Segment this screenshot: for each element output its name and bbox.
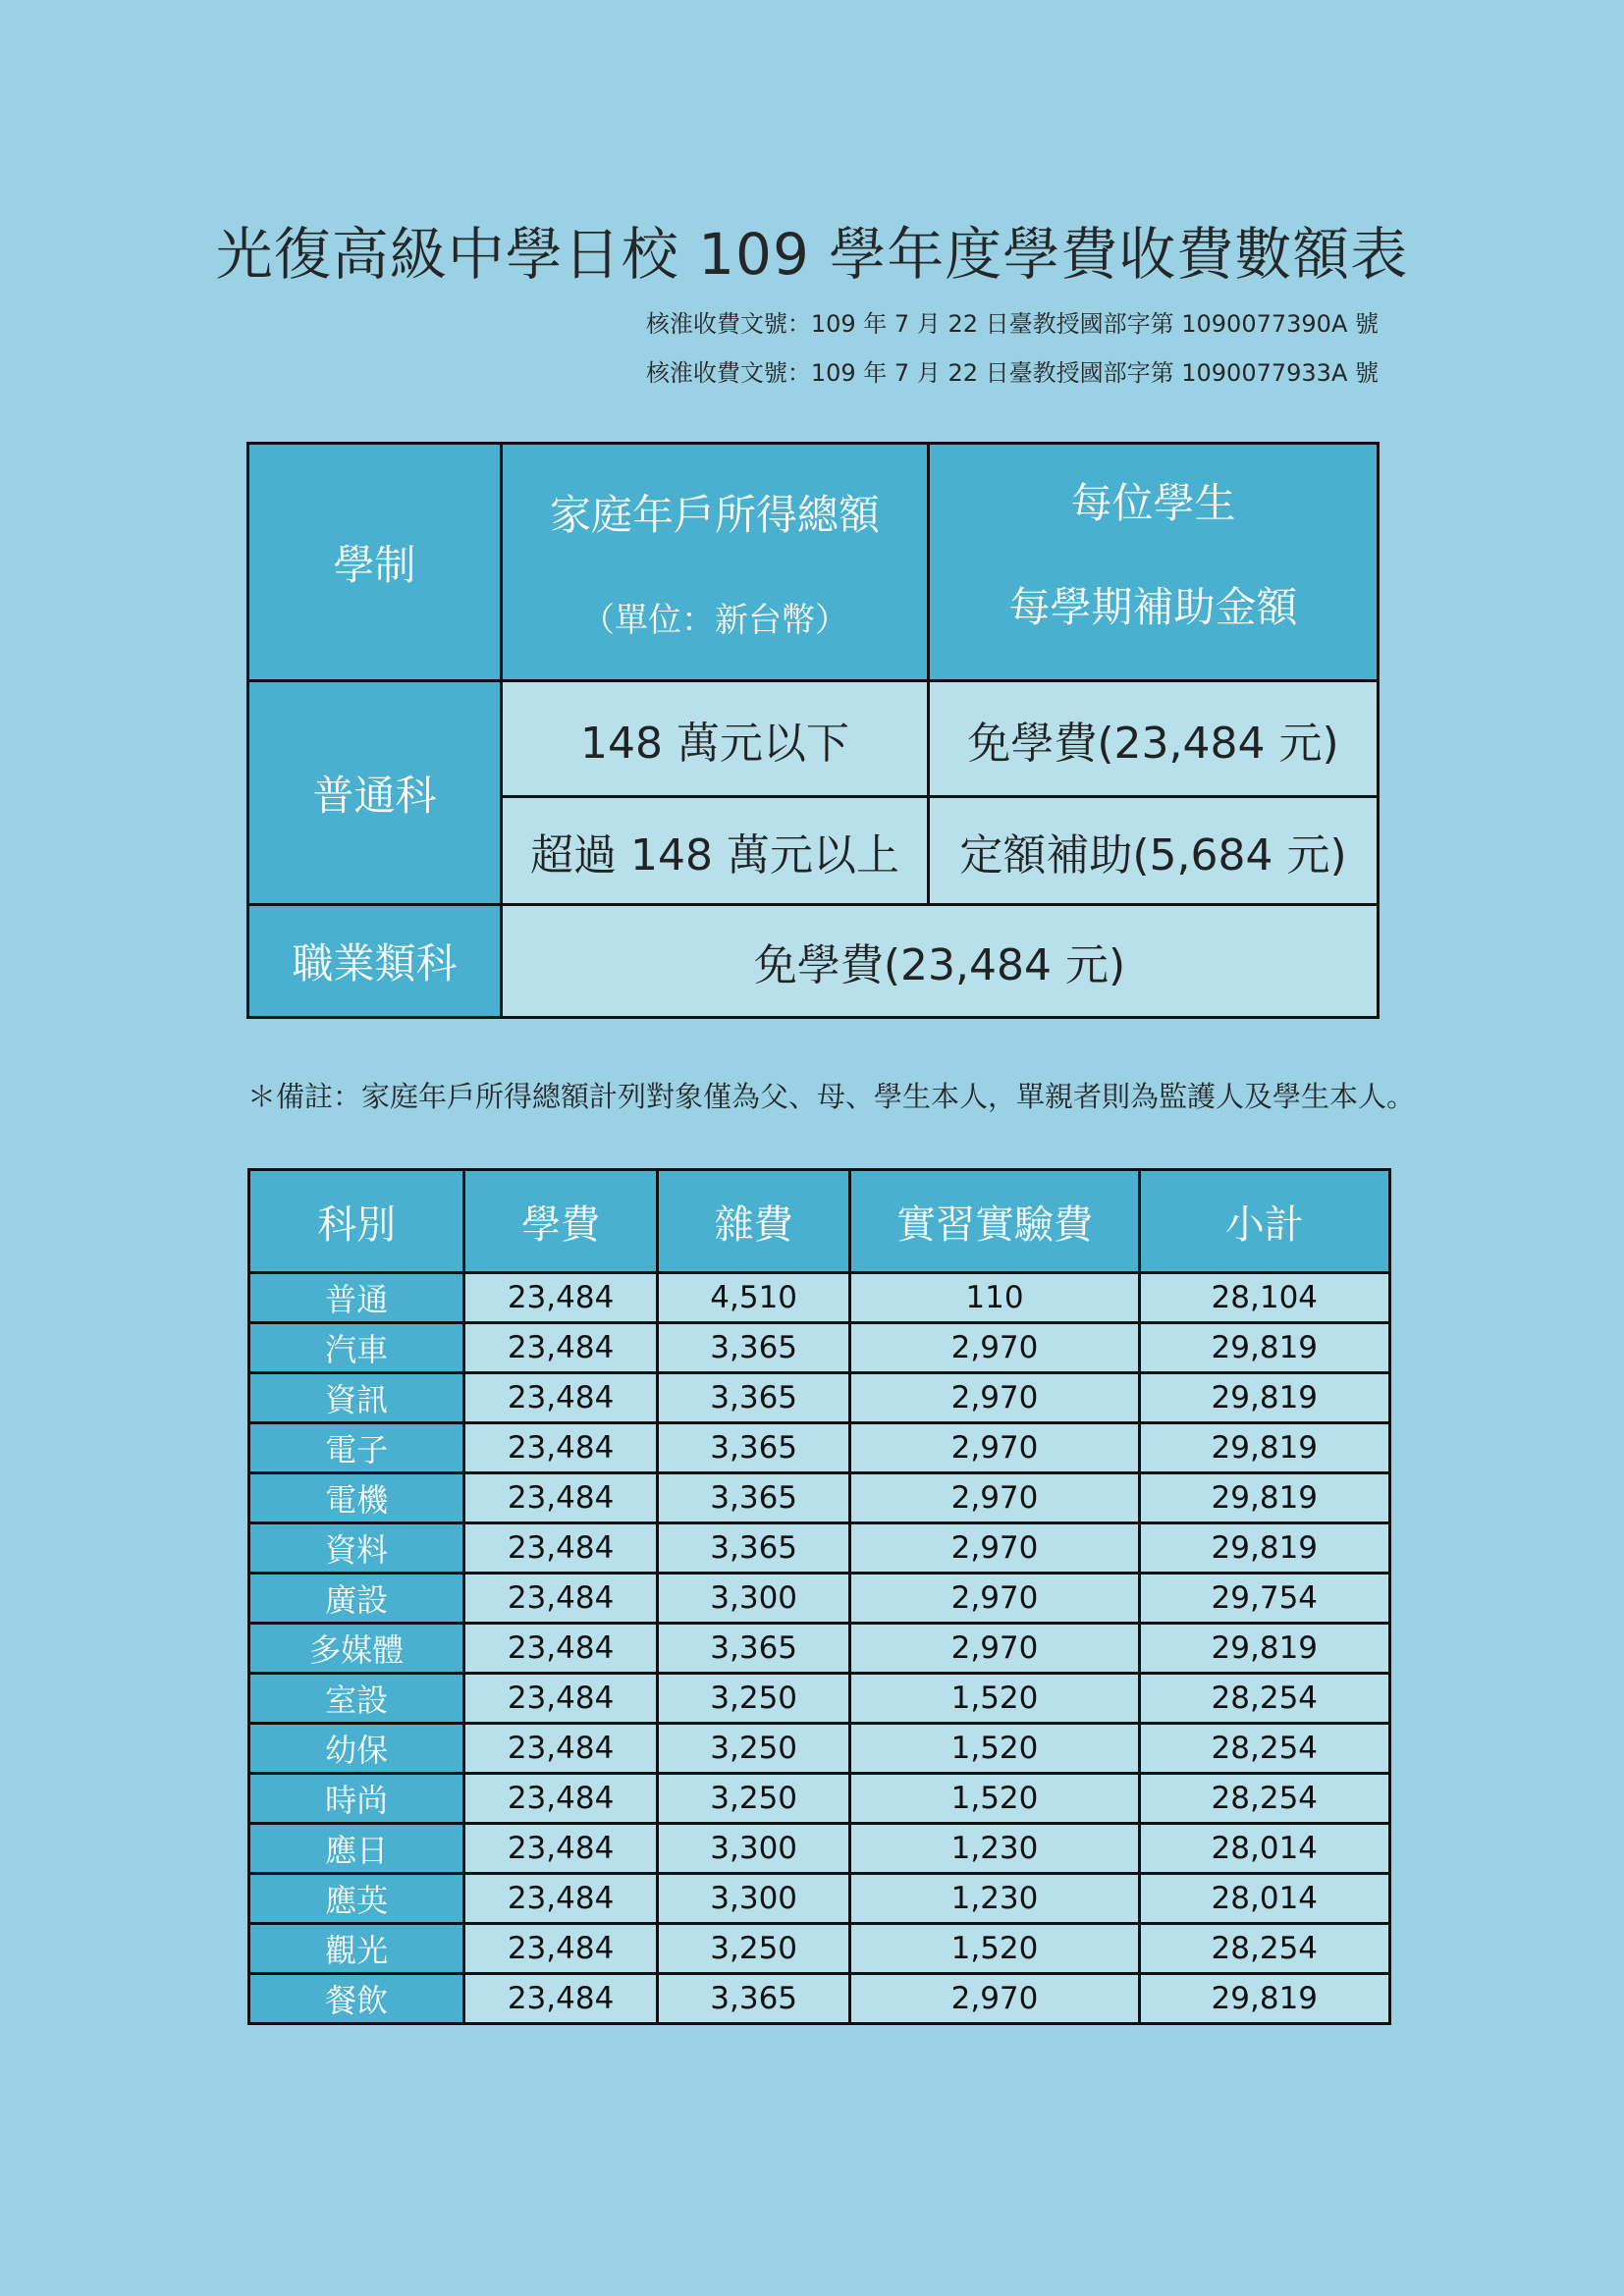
fee-table	[247, 1168, 1391, 2025]
fee-subtotal: 28,014	[1139, 1874, 1389, 1924]
amount-header-label-2: 每學期補助金額	[1008, 582, 1298, 631]
fee-lab: 2,970	[850, 1574, 1139, 1624]
table-row	[249, 1824, 1390, 1874]
fee-misc: 3,250	[657, 1674, 850, 1724]
table-row	[249, 1273, 1390, 1323]
fee-subtotal: 28,254	[1139, 1924, 1389, 1974]
fee-department: 資料	[249, 1523, 464, 1574]
fee-misc: 3,365	[657, 1974, 850, 2024]
table-row	[249, 1523, 1390, 1574]
fee-header-subtotal: 小計	[1139, 1170, 1389, 1273]
fee-department: 應日	[249, 1824, 464, 1874]
fee-subtotal: 29,819	[1139, 1473, 1389, 1523]
fee-department: 普通	[249, 1273, 464, 1323]
fee-subtotal: 29,754	[1139, 1574, 1389, 1624]
subsidy-header-system: 學制	[248, 444, 502, 681]
fee-department: 餐飲	[249, 1974, 464, 2024]
fee-subtotal: 28,254	[1139, 1724, 1389, 1774]
table-row	[249, 1373, 1390, 1423]
fee-misc: 3,365	[657, 1373, 850, 1423]
fee-department: 時尚	[249, 1774, 464, 1824]
approval-number-1: 核淮收費文號：109 年 7 月 22 日臺教授國部字第 1090077390A 號	[645, 310, 1379, 338]
subsidy-vocational-benefit: 免學費(23,484 元)	[502, 905, 1379, 1018]
fee-header-misc: 雜費	[657, 1170, 850, 1273]
subsidy-header-amount	[929, 444, 1379, 681]
fee-department: 汽車	[249, 1323, 464, 1373]
fee-tuition: 23,484	[464, 1924, 658, 1974]
subsidy-benefit-low: 免學費(23,484 元)	[929, 681, 1379, 797]
fee-subtotal: 29,819	[1139, 1423, 1389, 1473]
fee-department: 幼保	[249, 1724, 464, 1774]
fee-department: 觀光	[249, 1924, 464, 1974]
fee-lab: 1,520	[850, 1674, 1139, 1724]
fee-department: 室設	[249, 1674, 464, 1724]
fee-subtotal: 28,254	[1139, 1674, 1389, 1724]
fee-misc: 3,300	[657, 1574, 850, 1624]
fee-department: 資訊	[249, 1373, 464, 1423]
fee-tuition: 23,484	[464, 1273, 658, 1323]
fee-department: 電機	[249, 1473, 464, 1523]
table-row	[249, 1423, 1390, 1473]
remark-note: ＊備註：家庭年戶所得總額計列對象僅為父、母、學生本人，單親者則為監護人及學生本人。	[247, 1080, 1416, 1113]
fee-lab: 2,970	[850, 1624, 1139, 1674]
page-title: 光復高級中學日校 109 學年度學費收費數額表	[215, 221, 1409, 288]
income-header-label: 家庭年戶所得總額	[549, 491, 880, 539]
fee-department: 應英	[249, 1874, 464, 1924]
table-row	[249, 1624, 1390, 1674]
fee-tuition: 23,484	[464, 1624, 658, 1674]
fee-misc: 3,365	[657, 1423, 850, 1473]
amount-header-label-1: 每位學生	[1070, 478, 1236, 527]
fee-tuition: 23,484	[464, 1874, 658, 1924]
fee-lab: 1,520	[850, 1724, 1139, 1774]
fee-tuition: 23,484	[464, 1323, 658, 1373]
fee-tuition: 23,484	[464, 1974, 658, 2024]
fee-department: 廣設	[249, 1574, 464, 1624]
table-row	[249, 1874, 1390, 1924]
fee-tuition: 23,484	[464, 1574, 658, 1624]
fee-lab: 1,230	[850, 1824, 1139, 1874]
subsidy-header-income	[502, 444, 929, 681]
fee-header-lab: 實習實驗費	[850, 1170, 1139, 1273]
fee-misc: 4,510	[657, 1273, 850, 1323]
fee-department: 多媒體	[249, 1624, 464, 1674]
fee-lab: 1,520	[850, 1774, 1139, 1824]
fee-lab: 1,230	[850, 1874, 1139, 1924]
table-row	[249, 1473, 1390, 1523]
fee-header-department: 科別	[249, 1170, 464, 1273]
fee-table-body	[249, 1273, 1390, 2024]
fee-subtotal: 29,819	[1139, 1523, 1389, 1574]
approval-number-2: 核淮收費文號：109 年 7 月 22 日臺教授國部字第 1090077933A 號	[645, 359, 1379, 387]
fee-misc: 3,365	[657, 1624, 850, 1674]
fee-lab: 2,970	[850, 1974, 1139, 2024]
subsidy-vocational-label: 職業類科	[248, 905, 502, 1018]
fee-tuition: 23,484	[464, 1824, 658, 1874]
fee-tuition: 23,484	[464, 1423, 658, 1473]
fee-tuition: 23,484	[464, 1473, 658, 1523]
fee-header-tuition: 學費	[464, 1170, 658, 1273]
fee-lab: 2,970	[850, 1423, 1139, 1473]
fee-subtotal: 29,819	[1139, 1323, 1389, 1373]
income-header-unit: （單位：新台幣）	[581, 601, 848, 640]
fee-subtotal: 28,014	[1139, 1824, 1389, 1874]
table-row	[249, 1674, 1390, 1724]
fee-subtotal: 28,104	[1139, 1273, 1389, 1323]
fee-lab: 2,970	[850, 1373, 1139, 1423]
fee-misc: 3,250	[657, 1774, 850, 1824]
table-row	[249, 1323, 1390, 1373]
table-row	[249, 1574, 1390, 1624]
table-row	[249, 1924, 1390, 1974]
fee-misc: 3,250	[657, 1924, 850, 1974]
fee-tuition: 23,484	[464, 1523, 658, 1574]
fee-misc: 3,300	[657, 1874, 850, 1924]
fee-subtotal: 29,819	[1139, 1624, 1389, 1674]
fee-misc: 3,365	[657, 1523, 850, 1574]
subsidy-table	[246, 442, 1380, 1019]
fee-misc: 3,365	[657, 1323, 850, 1373]
fee-subtotal: 29,819	[1139, 1974, 1389, 2024]
table-row	[249, 1774, 1390, 1824]
fee-subtotal: 28,254	[1139, 1774, 1389, 1824]
subsidy-general-label: 普通科	[248, 681, 502, 905]
fee-subtotal: 29,819	[1139, 1373, 1389, 1423]
fee-lab: 2,970	[850, 1523, 1139, 1574]
fee-lab: 2,970	[850, 1323, 1139, 1373]
subsidy-income-high: 超過 148 萬元以上	[502, 797, 929, 905]
table-row	[249, 1724, 1390, 1774]
fee-tuition: 23,484	[464, 1674, 658, 1724]
fee-tuition: 23,484	[464, 1724, 658, 1774]
fee-department: 電子	[249, 1423, 464, 1473]
fee-misc: 3,250	[657, 1724, 850, 1774]
fee-lab: 110	[850, 1273, 1139, 1323]
subsidy-income-low: 148 萬元以下	[502, 681, 929, 797]
fee-misc: 3,300	[657, 1824, 850, 1874]
fee-misc: 3,365	[657, 1473, 850, 1523]
fee-lab: 2,970	[850, 1473, 1139, 1523]
fee-lab: 1,520	[850, 1924, 1139, 1974]
fee-tuition: 23,484	[464, 1774, 658, 1824]
table-row	[249, 1974, 1390, 2024]
subsidy-benefit-high: 定額補助(5,684 元)	[929, 797, 1379, 905]
fee-tuition: 23,484	[464, 1373, 658, 1423]
